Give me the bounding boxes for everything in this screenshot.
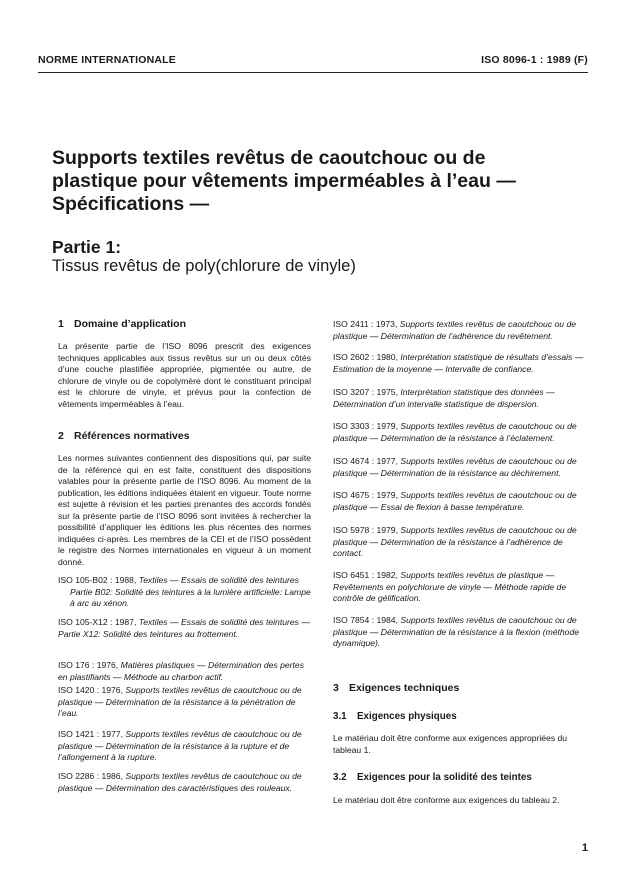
ref-code: ISO 6451 : 1982, [333, 570, 398, 580]
ref-title: Interprétation statistique des données — Détermination d’un intervalle statistique de dispersion. [333, 387, 555, 409]
ref-item [58, 685, 311, 720]
ref-code: ISO 105-X12 : 1987, [58, 617, 137, 627]
section-3-1-title: Exigences physiques [357, 711, 457, 722]
ref-title: Supports textiles revêtus de caoutchouc ou de plastique — Détermination des caractéristiques des rouleaux. [58, 771, 302, 793]
title-line-2: plastique pour vêtements imperméables à l’eau — [52, 170, 516, 192]
ref-title: Supports textiles revêtus de caoutchouc ou de plastique — Détermination de la résistance à la rupture et de l’allongement à la rupture. [58, 729, 302, 762]
section-3-number: 3 [333, 682, 339, 694]
ref-code: ISO 4675 : 1979, [333, 490, 398, 500]
section-3-1-heading [333, 711, 587, 723]
section-2-heading [58, 431, 311, 443]
section-3-2-text: Le matériau doit être conforme aux exigences du tableau 2. [333, 795, 560, 805]
ref-code: ISO 105-B02 : 1988, [58, 575, 137, 585]
ref-item [333, 570, 587, 605]
ref-item [333, 490, 587, 513]
section-2-number: 2 [58, 430, 64, 442]
ref-item [58, 729, 311, 764]
section-1-title: Domaine d’application [74, 318, 187, 330]
ref-title: Matières plastiques — Détermination des pertes en plastifiants — Méthode au charbon actif. [58, 660, 305, 682]
section-2-title: Références normatives [74, 430, 190, 442]
title-line-1: Supports textiles revêtus de caoutchouc ou de [52, 147, 486, 169]
ref-item [58, 660, 311, 683]
section-3-2-heading [333, 772, 587, 784]
ref-title: Interprétation statistique de résultats d’essais — Estimation de la moyenne — Intervalle de confiance. [333, 352, 584, 374]
ref-title: Textiles — Essais de solidité des teintures — Partie X12: Solidité des teintures au frottement. [58, 617, 310, 639]
section-1-body [58, 341, 311, 410]
ref-code: ISO 2286 : 1986, [58, 771, 123, 781]
ref-item [333, 352, 587, 375]
ref-code: ISO 5978 : 1979, [333, 525, 398, 535]
ref-code: ISO 176 : 1976, [58, 660, 119, 670]
ref-item [58, 617, 311, 640]
section-2-text: Les normes suivantes contiennent des dispositions qui, par suite de la référence qui en est faite, constituent des dispositions valables pour la présente partie de l’ISO 8096. Au moment de la publication, les éditions indiquées étaient en vigueur. Toute norme est sujette à révision et les parties prenantes des accords fondés sur la présente partie de l’ISO 8096 sont invitées à rechercher la possibilité d’appliquer les éditions les plus récentes des normes indiquées ci-après. Les membres de la CEI et de l’ISO possèdent le registre des Normes internationales en vigueur à un moment donné. [58, 453, 311, 567]
ref-title: Supports textiles revêtus de caoutchouc ou de plastique — Détermination de l’adhérence du revêtement. [333, 319, 577, 341]
section-3-1-text: Le matériau doit être conforme aux exigences appropriées du tableau 1. [333, 733, 568, 755]
header-standard-number: ISO 8096-1 : 1989 (F) [481, 54, 588, 66]
ref-item [333, 615, 587, 650]
section-3-heading [333, 683, 587, 695]
ref-title: Textiles — Essais de solidité des teintures [138, 575, 299, 585]
part-label: Partie 1: [52, 237, 122, 257]
ref-code: ISO 1421 : 1977, [58, 729, 123, 739]
ref-code: ISO 2411 : 1973, [333, 319, 398, 329]
ref-title: Supports textiles revêtus de caoutchouc ou de plastique — Détermination de la résistance au déchirement. [333, 456, 577, 478]
ref-code: ISO 1420 : 1976, [58, 685, 123, 695]
ref-title: Supports textiles revêtus de plastique — Revêtements en polychlorure de vinyle — Méthode rapide de contrôle de gélification. [333, 570, 567, 603]
ref-item [58, 771, 311, 794]
section-3-1-number: 3.1 [333, 711, 347, 722]
document-title [52, 147, 532, 216]
ref-item [333, 421, 587, 444]
section-3-2-body [333, 795, 587, 807]
section-3-1-body [333, 733, 587, 756]
ref-item [333, 319, 587, 342]
section-1-text: La présente partie de l’ISO 8096 prescrit des exigences techniques applicables aux tissus revêtus sur un ou deux côtés d’une couche plastifiée appropriée, pigmentée ou autre, de chlorure de vinyle ou de copolymère dont le constituant principal est le chlorure de vinyle, et prévus pour la confection de vêtements imperméables à l’eau. [58, 341, 311, 409]
ref-code: ISO 3207 : 1975, [333, 387, 398, 397]
ref-title: Supports textiles revêtus de caoutchouc ou de plastique — Détermination de la résistance à l’adhérence de contact. [333, 525, 577, 558]
section-3-2-title: Exigences pour la solidité des teintes [357, 772, 532, 783]
ref-code: ISO 2602 : 1980, [333, 352, 398, 362]
header-rule [38, 72, 588, 73]
section-3-title: Exigences techniques [349, 682, 460, 694]
ref-code: ISO 4674 : 1977, [333, 456, 398, 466]
ref-title: Supports textiles revêtus de caoutchouc ou de plastique — Détermination de la résistance à l’éclatement. [333, 421, 577, 443]
page-number: 1 [581, 842, 588, 854]
section-2-body [58, 453, 311, 568]
ref-item [58, 575, 311, 610]
ref-code: ISO 3303 : 1979, [333, 421, 398, 431]
section-3-2-number: 3.2 [333, 772, 347, 783]
section-1-heading [58, 319, 311, 331]
ref-item [333, 525, 587, 560]
ref-code: ISO 7854 : 1984, [333, 615, 398, 625]
ref-title: Supports textiles revêtus de caoutchouc ou de plastique — Détermination de la résistance à la flexion (méthode dynamique). [333, 615, 580, 648]
section-1-number: 1 [58, 318, 64, 330]
header-standard-type: NORME INTERNATIONALE [38, 54, 176, 66]
part-subtitle: Tissus revêtus de poly(chlorure de vinyle) [52, 257, 356, 275]
ref-item [333, 456, 587, 479]
ref-title: Supports textiles revêtus de caoutchouc ou de plastique — Essai de flexion à basse température. [333, 490, 577, 512]
ref-subtitle: Partie B02: Solidité des teintures à la lumière artificielle: Lampe à arc au xénon. [70, 586, 311, 608]
ref-title: Supports textiles revêtus de caoutchouc ou de plastique — Détermination de la résistance à la pénétration de l’eau. [58, 685, 302, 718]
title-line-3: Spécifications — [52, 193, 210, 215]
ref-item [333, 387, 587, 410]
